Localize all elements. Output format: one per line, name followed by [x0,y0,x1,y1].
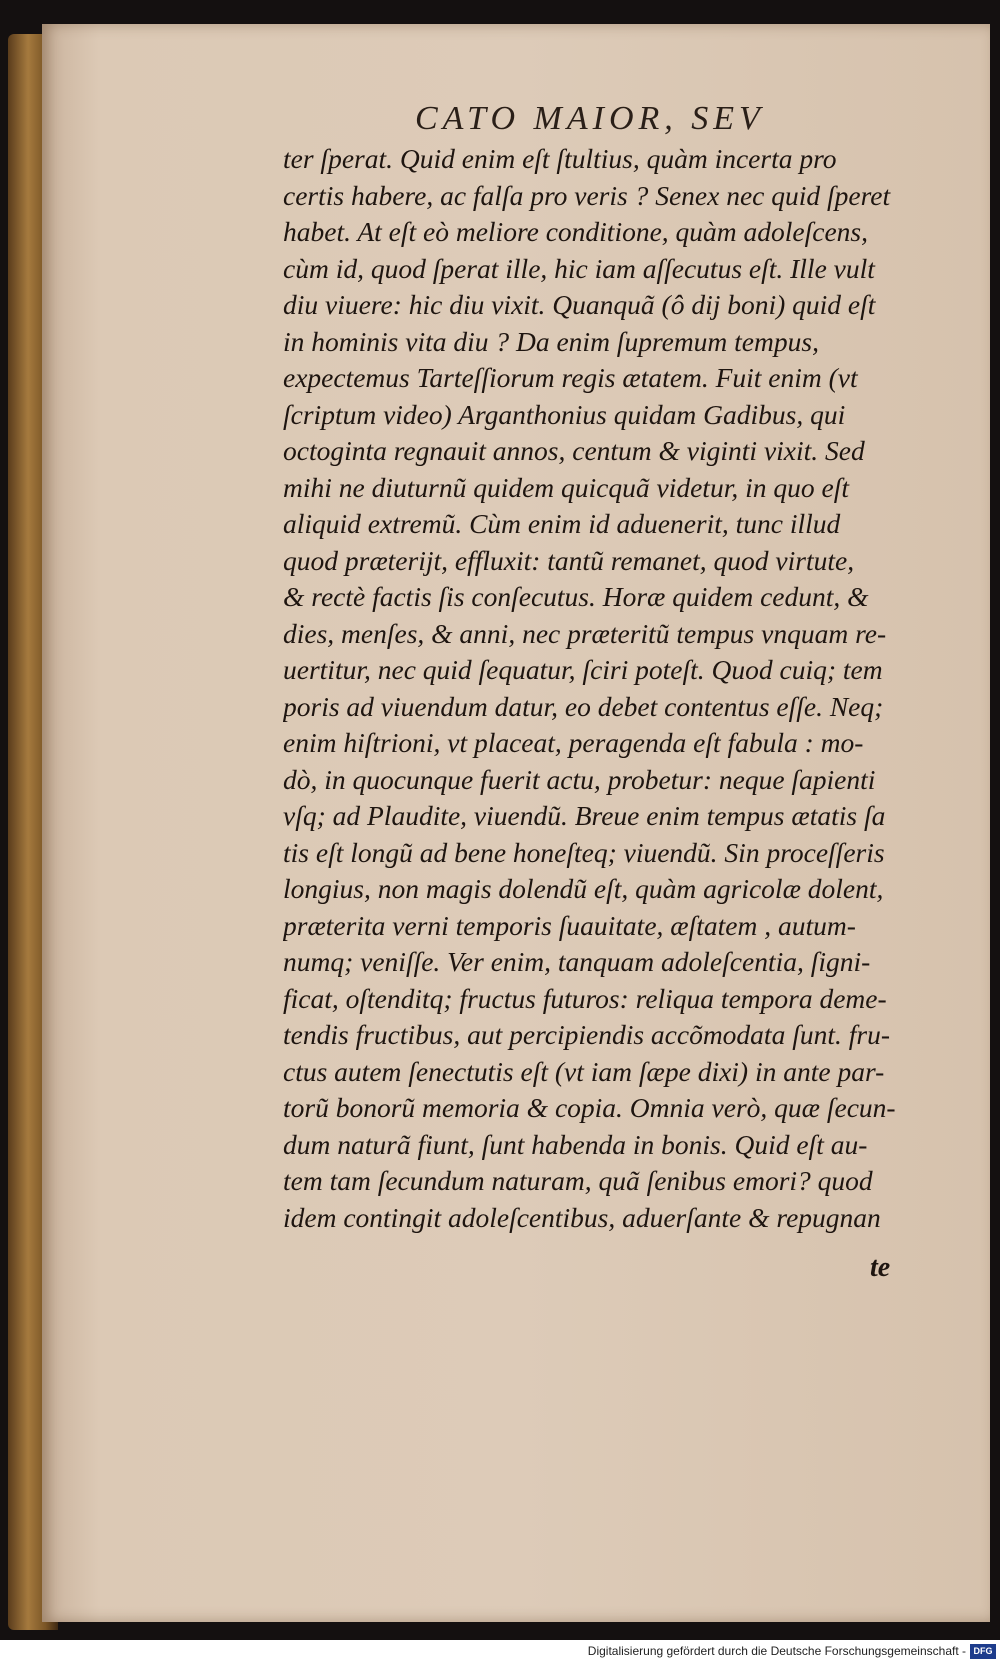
text-line: idem contingit adoleſcentibus, aduerſante & repugnan [283,1201,881,1233]
text-line: in hominis vita diu ? Da enim ſupremum tempus, [283,325,819,357]
text-line: enim hiſtrioni, vt placeat, peragenda eſt fabula : mo- [283,727,864,758]
text-line: ſcriptum video) Arganthonius quidam Gadibus, qui [283,398,846,430]
text-line: torũ bonorũ memoria & copia. Omnia verò, quæ ſecun- [283,1092,896,1123]
text-line: uertitur, nec quid ſequatur, ſciri poteſt. Quod cuiq; tem [283,654,883,685]
text-line: ctus autem ſenectutis eſt (vt iam ſæpe dixi) in ante par- [283,1055,885,1087]
text-line: numq; veniſſe. Ver enim, tanquam adoleſcentia, ſigni- [283,946,871,977]
text-line: dies, menſes, & anni, nec præteritũ tempus vnquam re- [283,617,887,649]
text-line: ter ſperat. Quid enim eſt ſtultius, quàm incerta pro [283,143,837,174]
catchword: te [870,1252,891,1283]
text-line: mihi ne diuturnũ quidem quicquã videtur, in quo eſt [283,471,849,503]
text-line: vſq; ad Plaudite, viuendũ. Breue enim tempus ætatis ſa [283,800,886,831]
dfg-logo[interactable]: DFG [970,1644,996,1659]
text-line: diu viuere: hic diu vixit. Quanquã (ô dij boni) quid eſt [283,289,876,320]
text-line: poris ad viuendum datur, eo debet contentus eſſe. Neq; [283,690,884,722]
text-line: certis habere, ac falſa pro veris ? Senex nec quid ſperet [283,179,891,211]
text-line: dò, in quocunque fuerit actu, probetur: neque ſapienti [283,763,876,795]
footer-credit: Digitalisierung gefördert durch die Deutsche Forschungsgemeinschaft - [587,1644,966,1658]
text-line: octoginta regnauit annos, centum & viginti vixit. Sed [283,435,865,466]
text-line: & rectè factis ſis conſecutus. Horæ quidem cedunt, & [283,581,869,612]
text-line: tendis fructibus, aut percipiendis accõmodata ſunt. fru- [283,1019,890,1050]
text-line: aliquid extremũ. Cùm enim id aduenerit, tunc illud [283,508,841,539]
text-line: expectemus Tarteſſiorum regis ætatem. Fuit enim (vt [283,362,858,393]
text-line: præterita verni temporis ſuauitate, æſtatem , autum- [283,909,856,941]
text-line: longius, non magis dolendũ eſt, quàm agricolæ dolent, [283,873,884,904]
text-line: cùm id, quod ſperat ille, hic iam aſſecutus eſt. Ille vult [283,252,875,284]
text-line: tem tam ſecundum naturam, quã ſenibus emori? quod [283,1165,873,1196]
body-text [283,141,963,1236]
footer [0,1640,1000,1664]
text-line: habet. At eſt eò meliore conditione, quàm adoleſcens, [283,216,869,247]
text-line: tis eſt longũ ad bene honeſteq; viuendũ. Sin proceſſeris [283,836,885,868]
text-line: quod præterijt, effluxit: tantũ remanet, quod virtute, [283,544,855,576]
running-head: CATO MAIOR, SEV [415,100,765,137]
text-line: dum naturã fiunt, ſunt habenda in bonis. Quid eſt au- [283,1128,868,1160]
text-line: ficat, oſtenditq; fructus futuros: reliqua tempora deme- [283,982,887,1014]
